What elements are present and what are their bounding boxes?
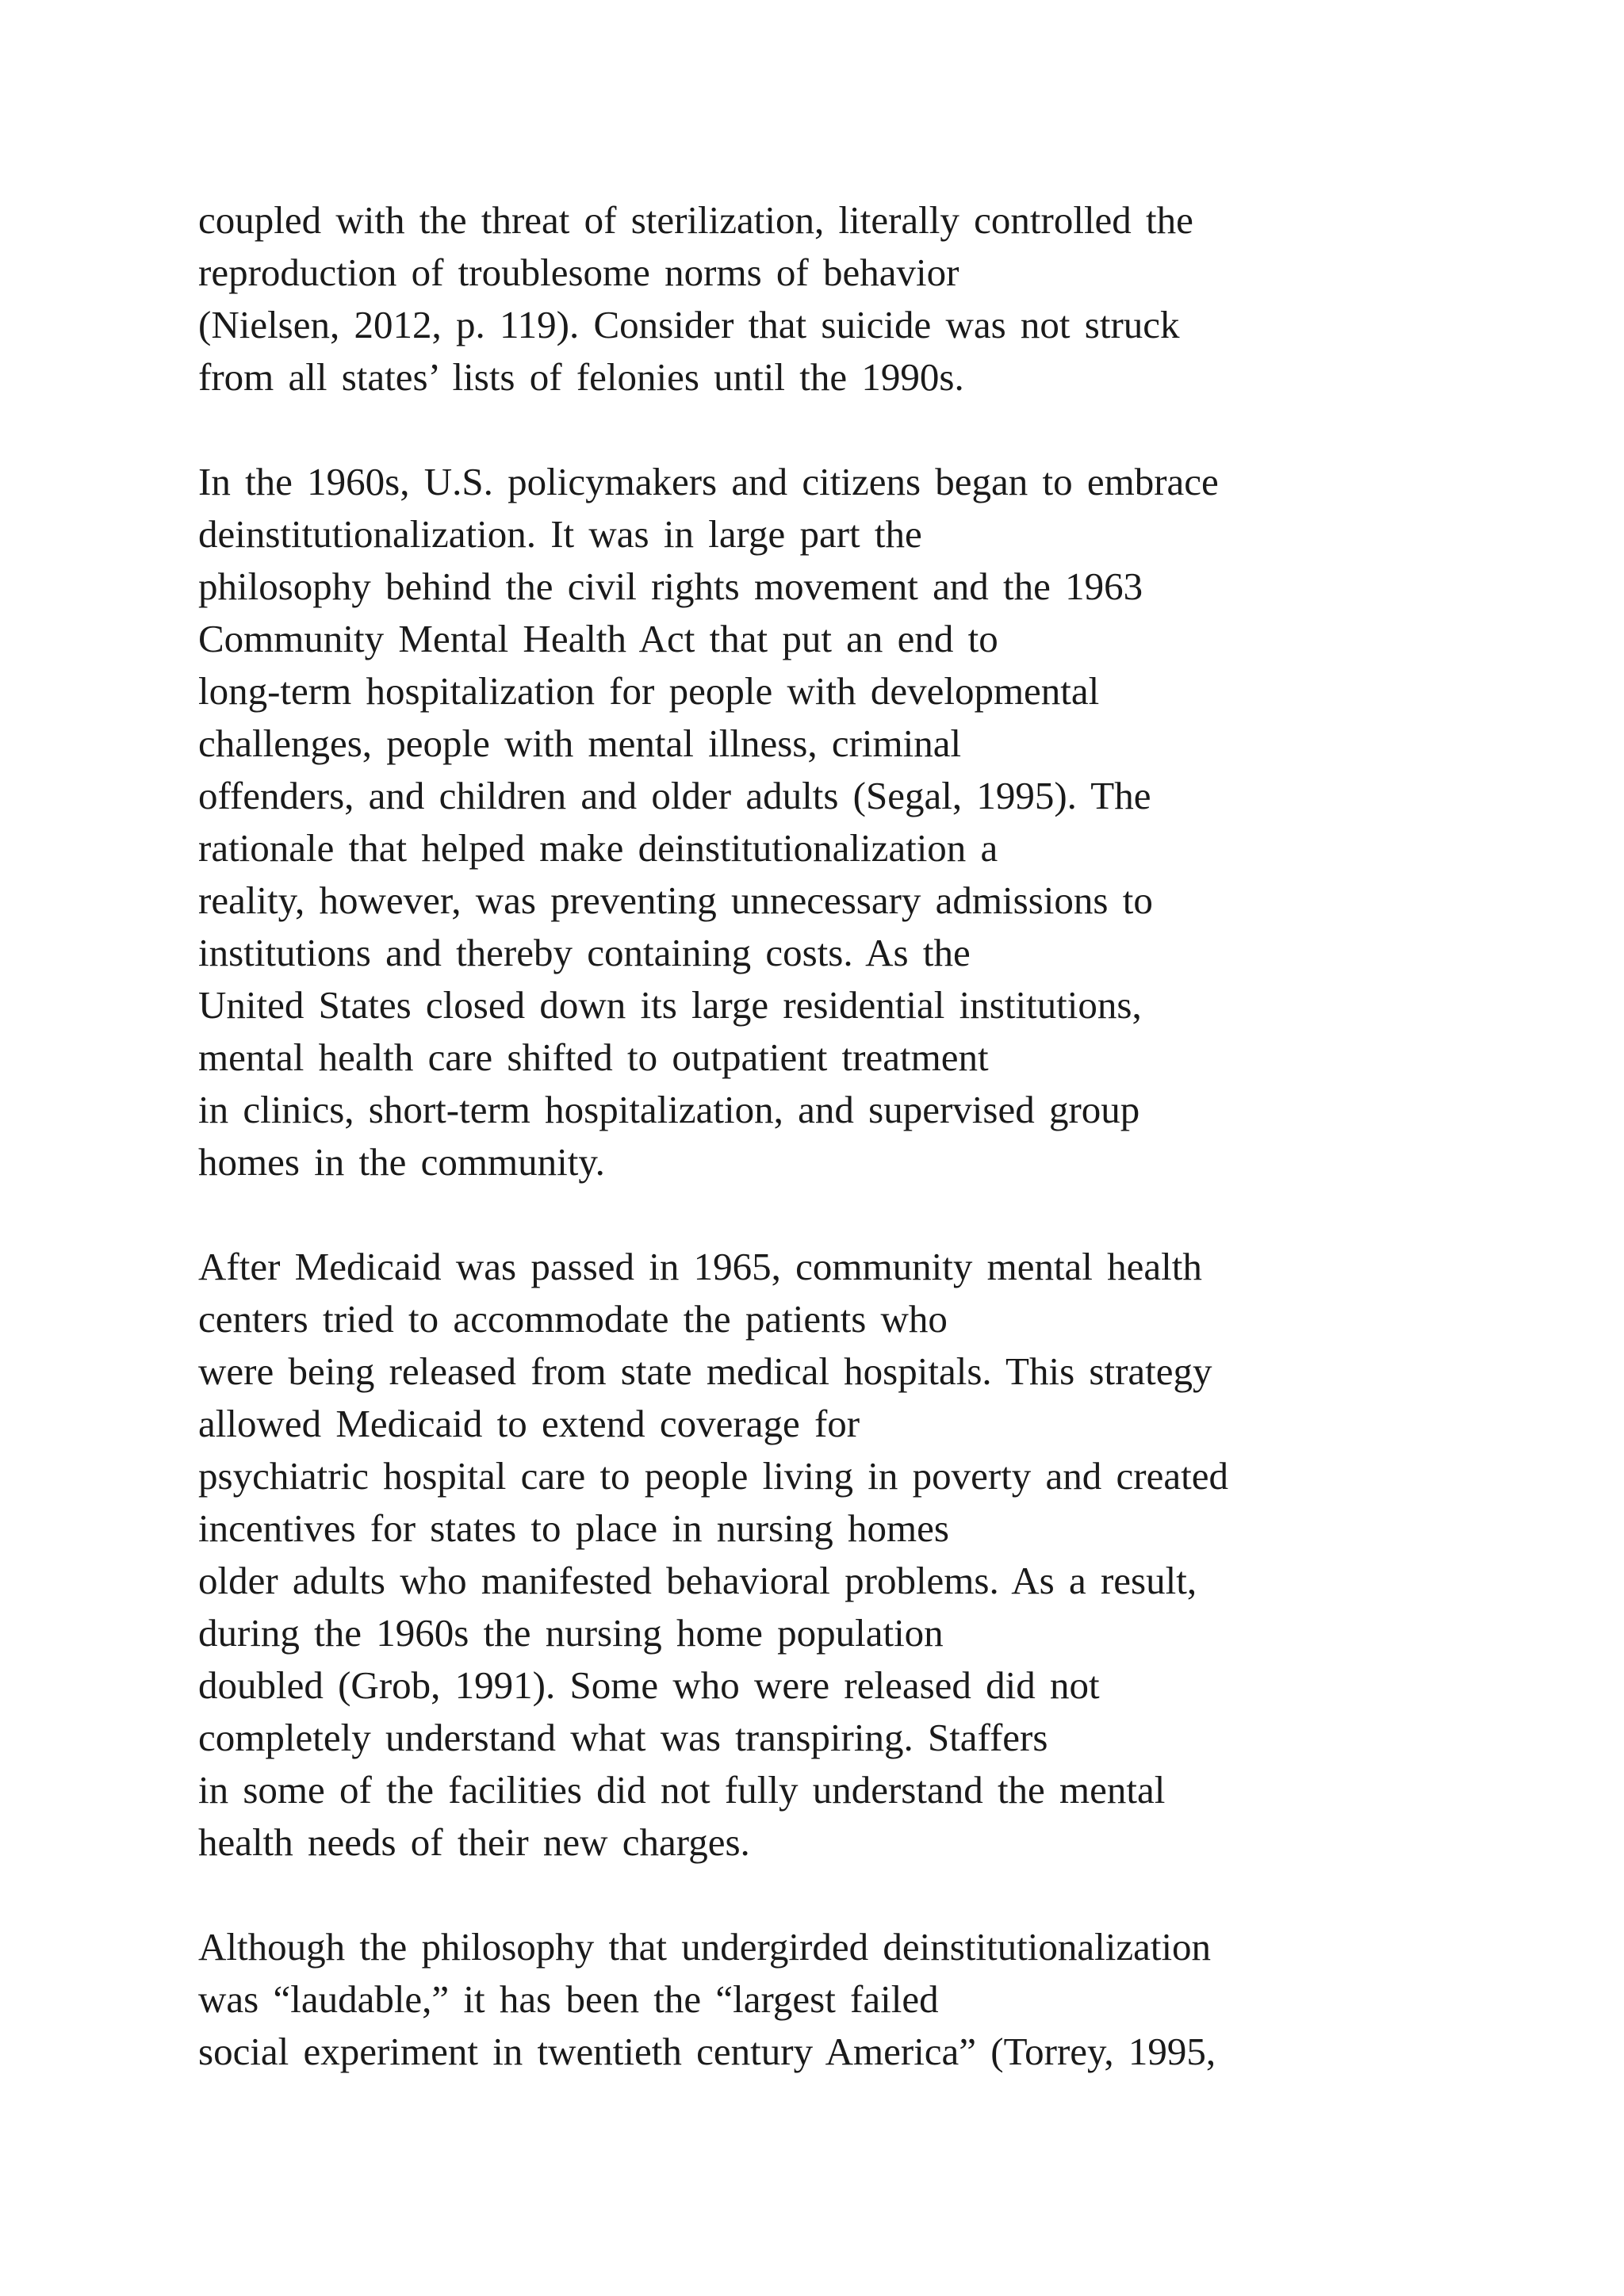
text-line: psychiatric hospital care to people living in poverty and created <box>198 1454 1228 1498</box>
paragraph <box>198 1921 1546 2078</box>
text-line: coupled with the threat of sterilization, literally controlled the <box>198 198 1193 242</box>
text-line: United States closed down its large residential institutions, <box>198 983 1142 1027</box>
text-line: In the 1960s, U.S. policymakers and citizens began to embrace <box>198 460 1219 503</box>
text-line: long-term hospitalization for people with developmental <box>198 669 1100 713</box>
text-line: mental health care shifted to outpatient treatment <box>198 1035 989 1079</box>
text-line: reproduction of troublesome norms of behavior <box>198 251 959 294</box>
text-line: were being released from state medical hospitals. This strategy <box>198 1349 1212 1393</box>
text-line: centers tried to accommodate the patients who <box>198 1297 948 1341</box>
text-line: during the 1960s the nursing home population <box>198 1611 944 1655</box>
text-line: completely understand what was transpiring. Staffers <box>198 1716 1048 1759</box>
paragraph <box>198 1241 1546 1869</box>
document-body <box>198 194 1546 2130</box>
text-line: allowed Medicaid to extend coverage for <box>198 1402 860 1445</box>
text-line: health needs of their new charges. <box>198 1820 750 1864</box>
text-line: (Nielsen, 2012, p. 119). Consider that suicide was not struck <box>198 303 1180 346</box>
text-line: institutions and thereby containing costs. As the <box>198 931 971 974</box>
text-line: Community Mental Health Act that put an end to <box>198 617 998 660</box>
text-line: offenders, and children and older adults (Segal, 1995). The <box>198 774 1151 817</box>
text-line: rationale that helped make deinstitutionalization a <box>198 826 998 870</box>
text-line: in clinics, short-term hospitalization, and supervised group <box>198 1088 1140 1131</box>
text-line: from all states’ lists of felonies until the 1990s. <box>198 355 964 399</box>
text-line: deinstitutionalization. It was in large part the <box>198 512 922 556</box>
text-line: After Medicaid was passed in 1965, community mental health <box>198 1245 1202 1288</box>
paragraph <box>198 456 1546 1188</box>
paragraph <box>198 194 1546 404</box>
text-line: in some of the facilities did not fully understand the mental <box>198 1768 1166 1812</box>
text-line: social experiment in twentieth century America” (Torrey, 1995, <box>198 2030 1216 2073</box>
text-line: challenges, people with mental illness, criminal <box>198 721 962 765</box>
text-line: was “laudable,” it has been the “largest failed <box>198 1977 939 2021</box>
text-line: philosophy behind the civil rights movement and the 1963 <box>198 564 1143 608</box>
text-line: homes in the community. <box>198 1140 605 1184</box>
text-line: incentives for states to place in nursing homes <box>198 1506 949 1550</box>
text-line: Although the philosophy that undergirded deinstitutionalization <box>198 1925 1212 1969</box>
text-line: reality, however, was preventing unnecessary admissions to <box>198 878 1153 922</box>
text-line: older adults who manifested behavioral problems. As a result, <box>198 1559 1197 1602</box>
text-line: doubled (Grob, 1991). Some who were released did not <box>198 1663 1100 1707</box>
